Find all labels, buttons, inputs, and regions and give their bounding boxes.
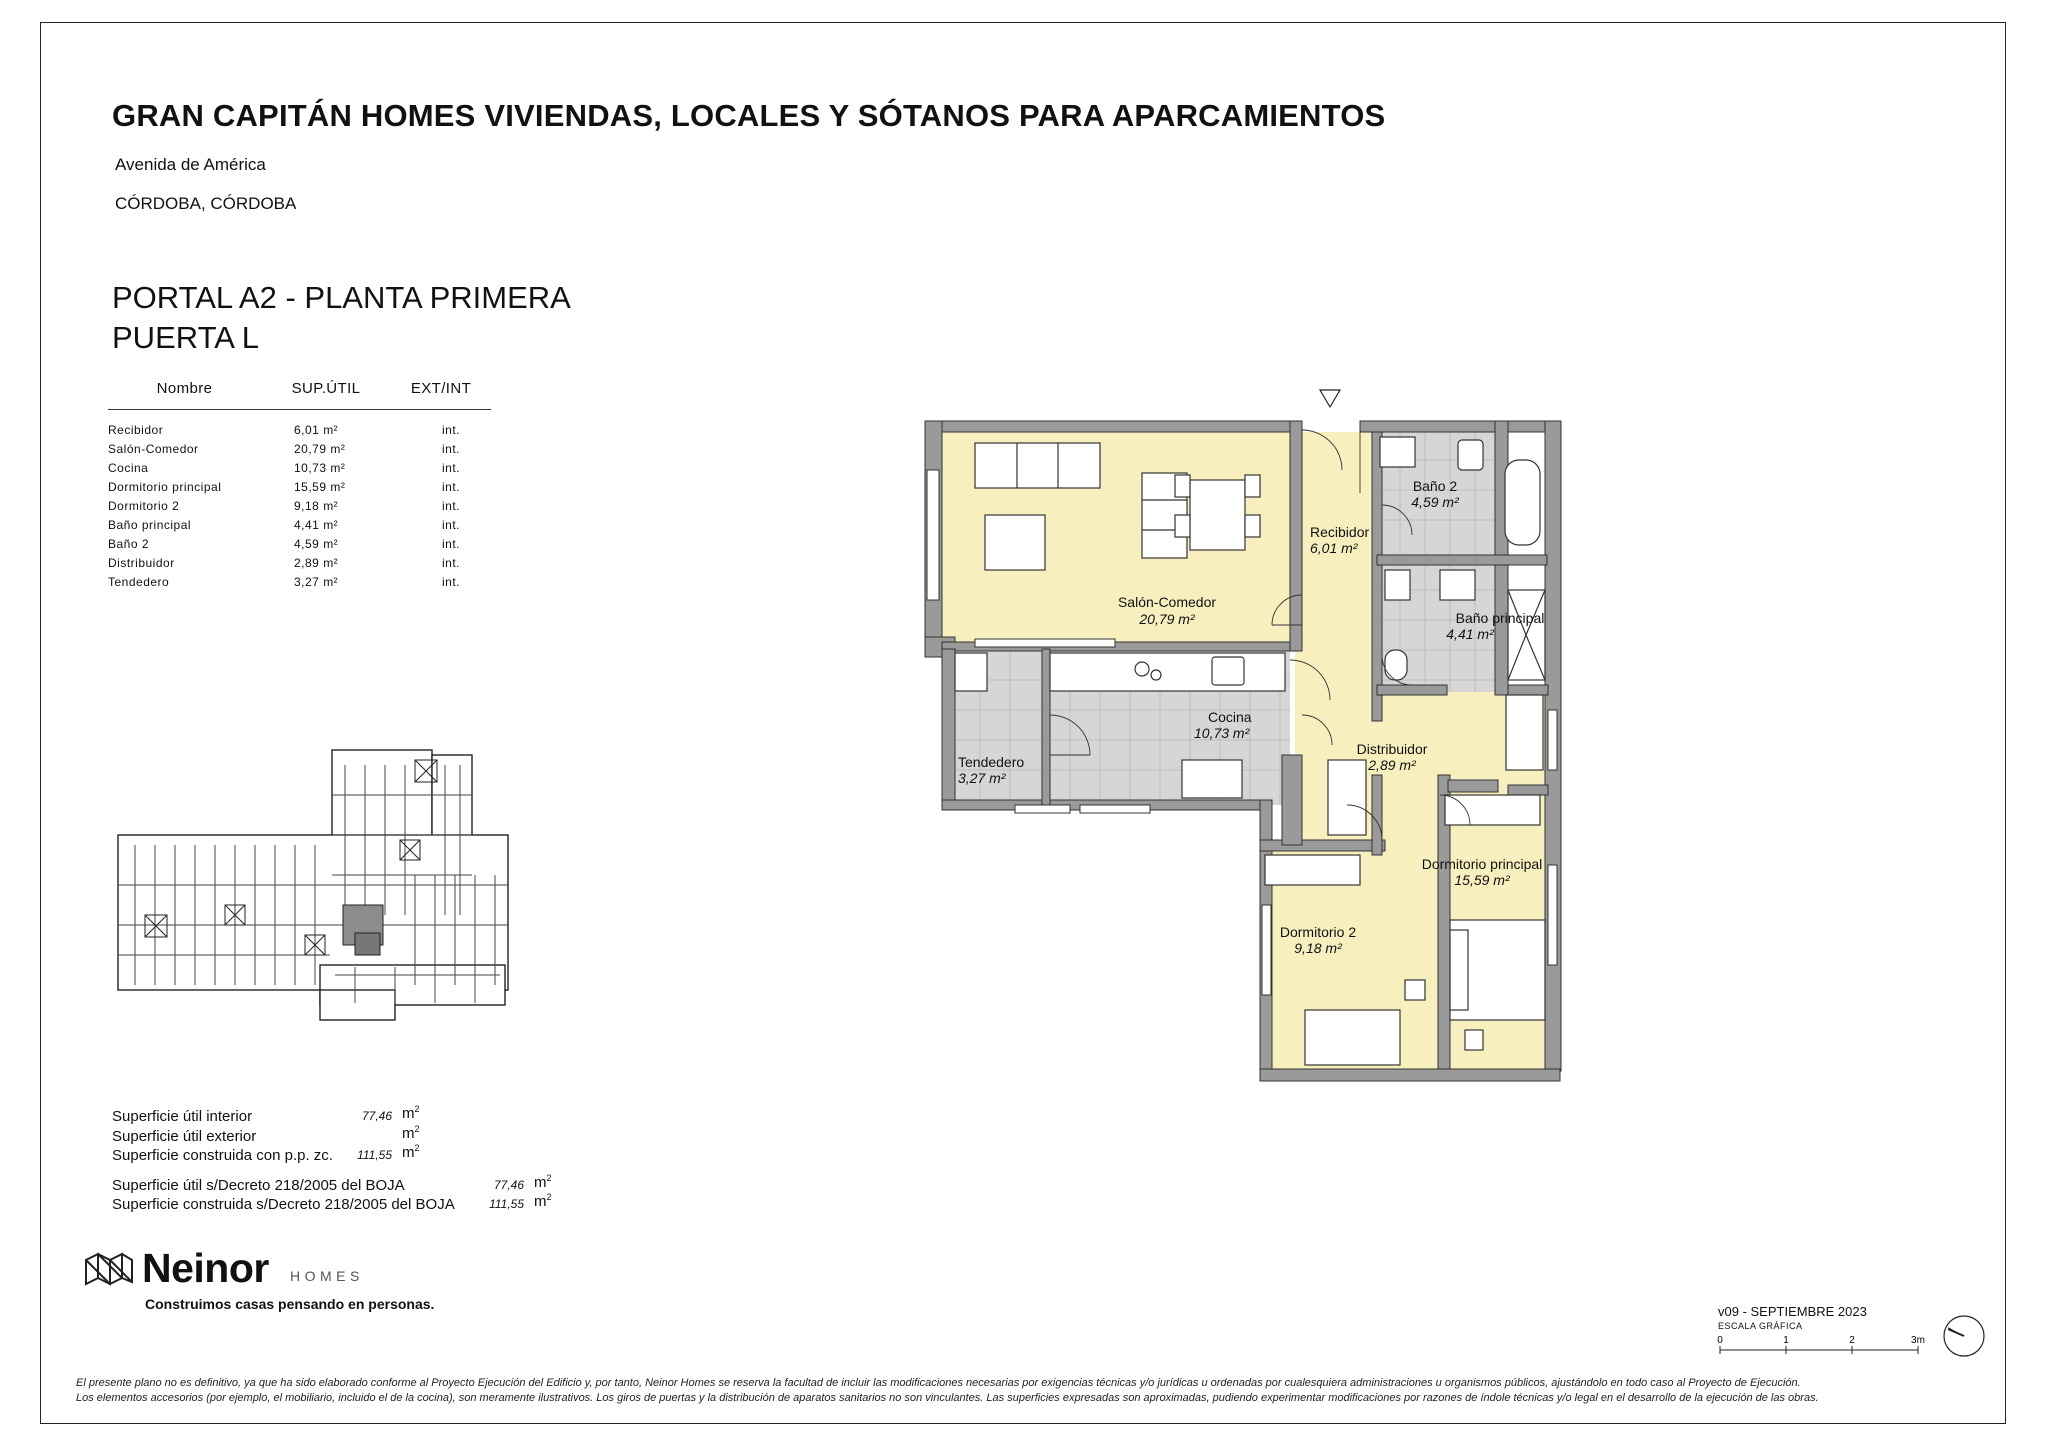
scale-label: ESCALA GRÁFICA: [1718, 1321, 1803, 1331]
table-row: [108, 572, 491, 591]
room-area: 4,59 m²: [294, 536, 339, 551]
room-area: 2,89 m²: [294, 555, 339, 570]
room-area: 15,59 m²: [294, 479, 346, 494]
summary-value: 77,46: [361, 1109, 392, 1123]
summary-util-decreto: [112, 1173, 552, 1194]
kitchen-island: [1182, 760, 1242, 798]
room-type: int.: [442, 517, 461, 532]
disclaimer-line: El presente plano no es definitivo, ya que ha sido elaborado conforme al Proyecto Ejecución del Edificio y, por tanto, Neinor Homes se reserva la facultad de incluir las modificaciones necesarias por exigencias técnicas y/o jurídicas u ordenadas por cualesquiera administraciones u organismos públicos, ajustándolo en todo caso al Proyecto de Ejecución.: [76, 1377, 1801, 1389]
summary-label: Superficie construida s/Decreto 218/2005 del BOJA: [112, 1196, 455, 1213]
portal-floor: PORTAL A2 - PLANTA PRIMERA: [112, 280, 571, 315]
wall-top-left: [925, 421, 1292, 432]
summary-util-exterior: [112, 1124, 420, 1145]
unit-heading: [112, 278, 571, 358]
legal-disclaimer: [76, 1376, 1819, 1406]
label-distribuidor-name: Distribuidor: [1356, 741, 1428, 757]
label-recibidor-area: 6,01 m²: [1310, 540, 1358, 556]
label-bano2-name: Baño 2: [1412, 478, 1458, 494]
label-cocina-area: 10,73 m²: [1194, 725, 1250, 741]
brand-tagline: Construimos casas pensando en personas.: [145, 1296, 435, 1312]
scale-tick-0: 0: [1717, 1335, 1723, 1346]
floor-plan: [920, 385, 1650, 1085]
address-city: CÓRDOBA, CÓRDOBA: [115, 194, 297, 213]
table-row: [108, 553, 491, 572]
room-type: int.: [442, 460, 461, 475]
address-street: Avenida de América: [115, 155, 266, 174]
table-row: [108, 496, 491, 515]
room-area: 10,73 m²: [294, 460, 346, 475]
summary-unit: $m^2$: [402, 1124, 420, 1142]
room-name: Dormitorio principal: [108, 479, 222, 494]
label-tendedero-name: Tendedero: [958, 754, 1025, 770]
room-area: 9,18 m²: [294, 498, 339, 513]
north-arrow-icon: [1942, 1314, 1986, 1358]
room-name: Cocina: [108, 460, 149, 475]
wardrobe-principal: [1506, 695, 1543, 770]
room-area: 6,01 m²: [294, 422, 339, 437]
table-row: [108, 458, 491, 477]
summary-label: Superficie construida con p.p. zc.: [112, 1147, 333, 1164]
room-area-table: [108, 380, 491, 591]
room-name: Baño principal: [108, 517, 192, 532]
label-dormitorio-principal-area: 15,59 m²: [1454, 872, 1510, 888]
key-plan-stair-block: [320, 990, 395, 1020]
label-dormitorio2-name: Dormitorio 2: [1279, 924, 1357, 940]
summary-unit: $m^2$: [402, 1104, 420, 1122]
column-header-name: Nombre: [108, 380, 261, 410]
summary-value: 111,55: [357, 1148, 392, 1162]
room-type: int.: [442, 574, 461, 589]
room-name: Baño 2: [108, 536, 150, 551]
washing-machine: [955, 653, 987, 691]
room-area: 20,79 m²: [294, 441, 346, 456]
wall-salon-recibidor: [1290, 421, 1302, 651]
label-dormitorio2-area: 9,18 m²: [1294, 940, 1342, 956]
summary-util-interior: [112, 1104, 420, 1125]
neinor-logo-icon: [84, 1252, 134, 1286]
label-recibidor-name: Recibidor: [1310, 524, 1370, 540]
summary-value: 111,55: [489, 1197, 524, 1211]
room-area: 4,41 m²: [294, 517, 339, 532]
label-dormitorio-principal-name: Dormitorio principal: [1421, 856, 1543, 872]
table-row: [108, 534, 491, 553]
table-row: [108, 477, 491, 496]
summary-construida-decreto: [112, 1192, 552, 1213]
scale-tick-2: 2: [1849, 1335, 1855, 1346]
scale-tick-1: 1: [1783, 1335, 1789, 1346]
room-name: Tendedero: [108, 574, 170, 589]
room-name: Recibidor: [108, 422, 164, 437]
wall-top-right: [1360, 421, 1560, 432]
label-distribuidor-area: 2,89 m²: [1368, 757, 1416, 773]
key-plan: [115, 745, 515, 1030]
sofa: [975, 443, 1100, 488]
room-name: Dormitorio 2: [108, 498, 180, 513]
summary-label: Superficie útil exterior: [112, 1128, 257, 1145]
version-label: v09 - SEPTIEMBRE 2023: [1718, 1304, 1867, 1319]
label-bano-principal-name: Baño principal: [1455, 610, 1545, 626]
dining-table: [1190, 480, 1245, 550]
entrance-marker-icon: [1320, 390, 1340, 407]
coffee-table: [985, 515, 1045, 570]
column-header-type: EXT/INT: [391, 380, 491, 410]
table-row: [108, 439, 491, 458]
project-title: GRAN CAPITÁN HOMES VIVIENDAS, LOCALES Y SÓTANOS PARA APARCAMIENTOS: [112, 98, 1386, 133]
graphic-scale: [1716, 1332, 1926, 1362]
wardrobe-distribuidor: [1328, 760, 1366, 835]
room-name: Distribuidor: [108, 555, 175, 570]
table-row: [108, 410, 491, 440]
single-bed: [1305, 1010, 1400, 1065]
summary-unit: $m^2$: [534, 1192, 552, 1210]
column-header-area: SUP.ÚTIL: [261, 380, 391, 410]
room-type: int.: [442, 441, 461, 456]
unit-door: PUERTA L: [112, 320, 260, 355]
summary-label: Superficie útil interior: [112, 1108, 253, 1125]
label-salon-name: Salón-Comedor: [1117, 594, 1217, 610]
room-type: int.: [442, 479, 461, 494]
brand-suffix: HOMES: [290, 1268, 364, 1284]
summary-label: Superficie útil s/Decreto 218/2005 del BOJA: [112, 1177, 405, 1194]
label-bano-principal-area: 4,41 m²: [1446, 626, 1494, 642]
disclaimer-line: Los elementos accesorios (por ejemplo, el mobiliario, incluido el de la cocina), son meramente ilustrativos. Los giros de puertas y la distribución de aparatos sanitarios no son vinculantes. Las superficies expresadas son aproximadas, pudiendo experimentar modificaciones por razones de índole técnicas y/o legal en el desarrollo de la ejecución de las obras.: [76, 1392, 1819, 1404]
wardrobe-dormitorio-2: [1265, 855, 1360, 885]
brand-name: Neinor: [142, 1245, 269, 1291]
label-cocina-name: Cocina: [1208, 709, 1252, 725]
room-type: int.: [442, 422, 461, 437]
room-type: int.: [442, 536, 461, 551]
bathtub: [1505, 460, 1540, 545]
room-type: int.: [442, 498, 461, 513]
wall-bottom: [1260, 1069, 1560, 1081]
room-name: Salón-Comedor: [108, 441, 199, 456]
summary-value: 77,46: [493, 1178, 524, 1192]
label-tendedero-area: 3,27 m²: [958, 770, 1006, 786]
summary-construida: [112, 1143, 420, 1164]
scale-tick-3: 3m: [1911, 1335, 1925, 1346]
table-row: [108, 515, 491, 534]
room-type: int.: [442, 555, 461, 570]
wardrobe-dormitorio-principal: [1445, 795, 1540, 825]
summary-unit: $m^2$: [534, 1173, 552, 1191]
kitchen-counter: [1050, 653, 1285, 691]
label-salon-area: 20,79 m²: [1139, 611, 1195, 627]
summary-unit: $m^2$: [402, 1143, 420, 1161]
room-area: 3,27 m²: [294, 574, 339, 589]
label-bano2-area: 4,59 m²: [1411, 494, 1459, 510]
